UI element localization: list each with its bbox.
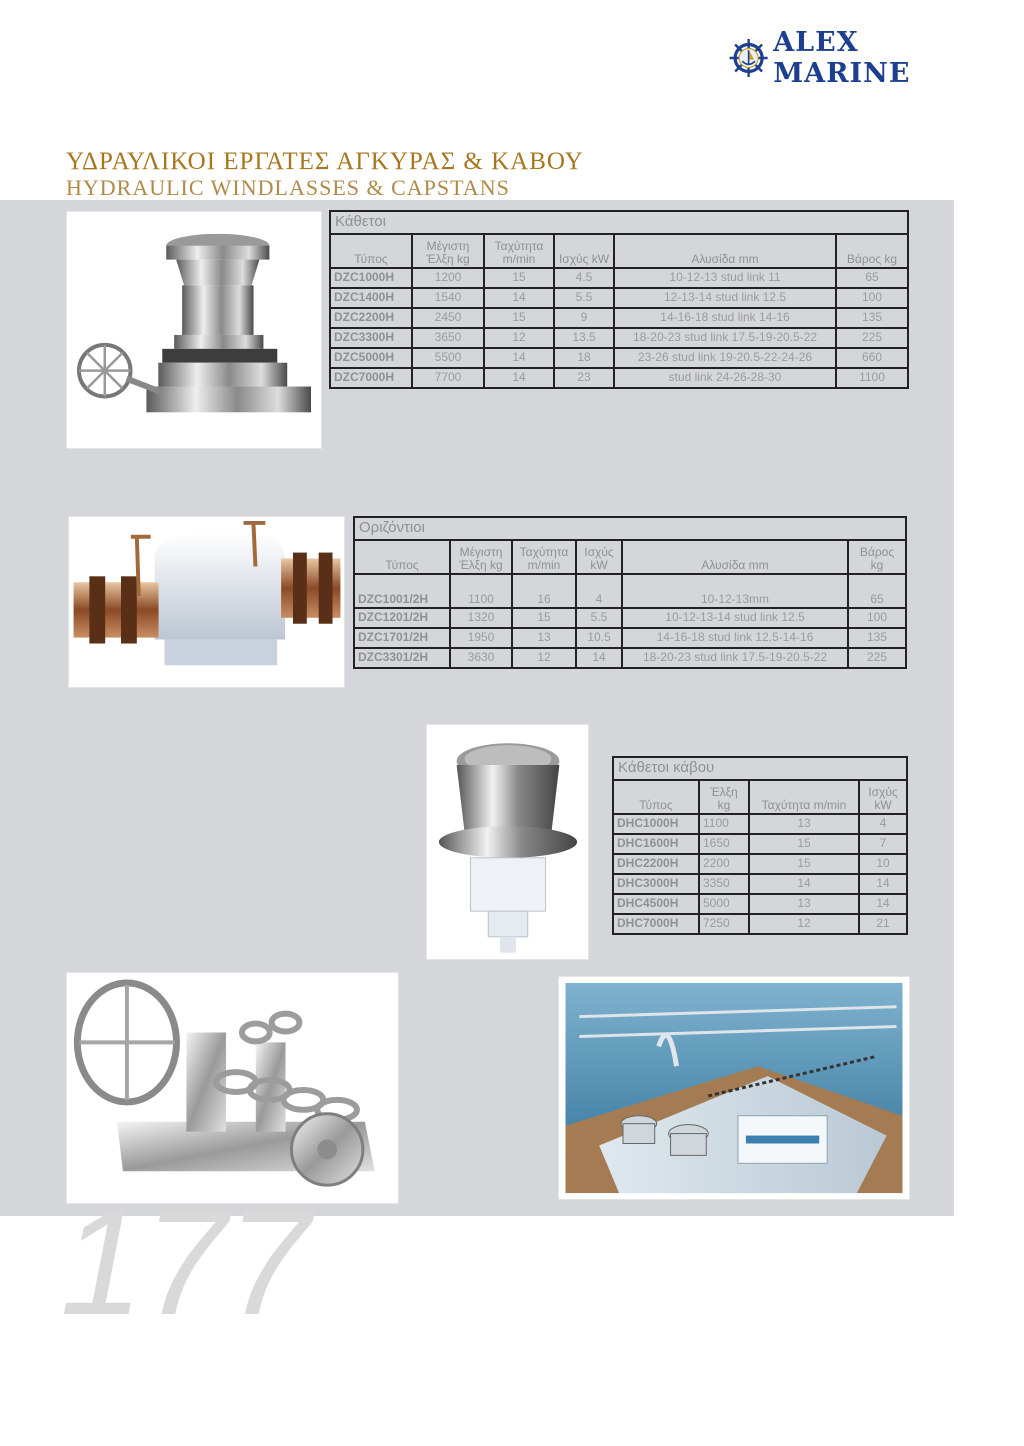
table-cell: 1950 <box>450 628 512 648</box>
vertical-windlass-photo <box>66 211 322 449</box>
table-row <box>354 574 906 608</box>
table-cell: DHC4500H <box>613 894 699 914</box>
column-header: Ισχύς kW <box>576 540 622 574</box>
brand-name: ALEX MARINE <box>773 27 911 89</box>
table-cell: 14 <box>859 894 907 914</box>
table-cell: 12 <box>749 914 859 934</box>
table-caption: Κάθετοι κάβου <box>613 757 907 780</box>
table-row <box>330 268 908 288</box>
table-cell: DZC1001/2H <box>354 574 450 608</box>
table-cell: 15 <box>749 854 859 874</box>
table-cell: 4.5 <box>554 268 614 288</box>
table-row <box>354 628 906 648</box>
table-cell: 1100 <box>836 368 908 388</box>
table-row <box>613 874 907 894</box>
table-row <box>330 308 908 328</box>
table-cell: 10 <box>859 854 907 874</box>
column-header: Τύπος <box>613 780 699 814</box>
table-caption: Οριζόντιοι <box>354 517 906 540</box>
table-row <box>354 648 906 668</box>
table-row <box>330 328 908 348</box>
table-cell: 135 <box>848 628 906 648</box>
table-cell: 225 <box>848 648 906 668</box>
table-cell: 2200 <box>699 854 749 874</box>
table-cell: 15 <box>484 268 554 288</box>
table-cell: 14 <box>484 368 554 388</box>
table-cell: 7700 <box>412 368 484 388</box>
table-row <box>613 834 907 854</box>
ship-wheel-icon <box>728 32 769 84</box>
table-row <box>613 894 907 914</box>
page-number-text: 177 <box>60 1206 311 1318</box>
table-cell: 3350 <box>699 874 749 894</box>
table-cell: 15 <box>749 834 859 854</box>
table-cell: 13 <box>749 814 859 834</box>
table-cell: DZC3301/2H <box>354 648 450 668</box>
table-cell: 10.5 <box>576 628 622 648</box>
table-cell: 13 <box>749 894 859 914</box>
column-header: Τύπος <box>354 540 450 574</box>
table-cell: 12 <box>512 648 576 668</box>
table-cell: 13.5 <box>554 328 614 348</box>
brand-logo <box>728 27 958 89</box>
table-cell: 7 <box>859 834 907 854</box>
table-cell: 10-12-13mm <box>622 574 848 608</box>
table-cell: 14-16-18 stud link 12.5-14-16 <box>622 628 848 648</box>
table-cell: 100 <box>848 608 906 628</box>
table-cell: 1320 <box>450 608 512 628</box>
table-cell: 5000 <box>699 894 749 914</box>
table-cell: 10-12-13-14 stud link 12.5 <box>622 608 848 628</box>
table-cell: 14 <box>749 874 859 894</box>
table-cell: 18-20-23 stud link 17.5-19-20.5-22 <box>614 328 836 348</box>
table-cell: 23 <box>554 368 614 388</box>
table-cell: DZC7000H <box>330 368 412 388</box>
table-cell: 14 <box>859 874 907 894</box>
table-cell: 65 <box>848 574 906 608</box>
table-cell: 1650 <box>699 834 749 854</box>
table-cell: 9 <box>554 308 614 328</box>
column-header: Βάρος kg <box>848 540 906 574</box>
table-cell: 5.5 <box>576 608 622 628</box>
chain-stopper-photo <box>66 972 399 1204</box>
table-row <box>330 288 908 308</box>
table-cell: 18 <box>554 348 614 368</box>
table-row <box>613 814 907 834</box>
table-cell: 225 <box>836 328 908 348</box>
table-cell: 3630 <box>450 648 512 668</box>
table-cell: 1200 <box>412 268 484 288</box>
column-header: Μέγιστη Έλξη kg <box>450 540 512 574</box>
table-cell: 16 <box>512 574 576 608</box>
column-header: Ισχύς kW <box>859 780 907 814</box>
table-cell: 1100 <box>699 814 749 834</box>
table-cell: 21 <box>859 914 907 934</box>
table-cell: 12 <box>484 328 554 348</box>
table-cell: 14 <box>484 288 554 308</box>
column-header: Βάρος kg <box>836 234 908 268</box>
table-caption: Κάθετοι <box>330 211 908 234</box>
column-header: Τύπος <box>330 234 412 268</box>
column-header: Αλυσίδα mm <box>614 234 836 268</box>
vertical-windlass-table <box>329 210 909 389</box>
table-cell: DHC2200H <box>613 854 699 874</box>
table-cell: DHC7000H <box>613 914 699 934</box>
table-row <box>354 608 906 628</box>
table-row <box>613 914 907 934</box>
table-cell: DHC3000H <box>613 874 699 894</box>
table-row <box>330 348 908 368</box>
column-header: Έλξη kg <box>699 780 749 814</box>
table-cell: DZC1701/2H <box>354 628 450 648</box>
table-cell: 13 <box>512 628 576 648</box>
table-cell: 2450 <box>412 308 484 328</box>
table-cell: DHC1000H <box>613 814 699 834</box>
table-cell: 23-26 stud link 19-20.5-22-24-26 <box>614 348 836 368</box>
table-cell: DZC1201/2H <box>354 608 450 628</box>
yacht-bow-photo <box>558 976 910 1200</box>
table-row <box>330 368 908 388</box>
table-cell: 1540 <box>412 288 484 308</box>
horizontal-windlass-table <box>353 516 907 669</box>
table-cell: 7250 <box>699 914 749 934</box>
horizontal-windlass-photo <box>68 516 345 688</box>
table-cell: 10-12-13 stud link 11 <box>614 268 836 288</box>
table-row <box>613 854 907 874</box>
table-cell: 14 <box>484 348 554 368</box>
table-cell: DZC5000H <box>330 348 412 368</box>
table-cell: 12-13-14 stud link 12.5 <box>614 288 836 308</box>
column-header: Ταχύτητα m/min <box>484 234 554 268</box>
column-header: Ισχύς kW <box>554 234 614 268</box>
column-header: Ταχύτητα m/min <box>512 540 576 574</box>
table-cell: DZC3300H <box>330 328 412 348</box>
column-header: Αλυσίδα mm <box>622 540 848 574</box>
table-cell: 4 <box>576 574 622 608</box>
capstan-table <box>612 756 908 935</box>
table-cell: 5.5 <box>554 288 614 308</box>
table-cell: stud link 24-26-28-30 <box>614 368 836 388</box>
table-cell: 135 <box>836 308 908 328</box>
page-number <box>60 1206 320 1318</box>
column-header: Ταχύτητα m/min <box>749 780 859 814</box>
table-cell: DZC1400H <box>330 288 412 308</box>
table-cell: 1100 <box>450 574 512 608</box>
table-cell: 15 <box>512 608 576 628</box>
table-cell: 4 <box>859 814 907 834</box>
title-greek: ΥΔΡΑΥΛΙΚΟΙ ΕΡΓΑΤΕΣ ΑΓΚΥΡΑΣ & ΚΑΒΟΥ <box>66 148 584 175</box>
table-cell: 65 <box>836 268 908 288</box>
column-header: Μέγιστη Έλξη kg <box>412 234 484 268</box>
table-cell: DZC1000H <box>330 268 412 288</box>
table-cell: 5500 <box>412 348 484 368</box>
table-cell: 660 <box>836 348 908 368</box>
table-cell: DHC1600H <box>613 834 699 854</box>
title-english: HYDRAULIC WINDLASSES & CAPSTANS <box>66 175 510 200</box>
table-cell: 15 <box>484 308 554 328</box>
table-cell: DZC2200H <box>330 308 412 328</box>
capstan-photo <box>426 724 589 960</box>
table-cell: 14-16-18 stud link 14-16 <box>614 308 836 328</box>
table-cell: 18-20-23 stud link 17.5-19-20.5-22 <box>622 648 848 668</box>
table-cell: 14 <box>576 648 622 668</box>
table-cell: 3650 <box>412 328 484 348</box>
table-cell: 100 <box>836 288 908 308</box>
